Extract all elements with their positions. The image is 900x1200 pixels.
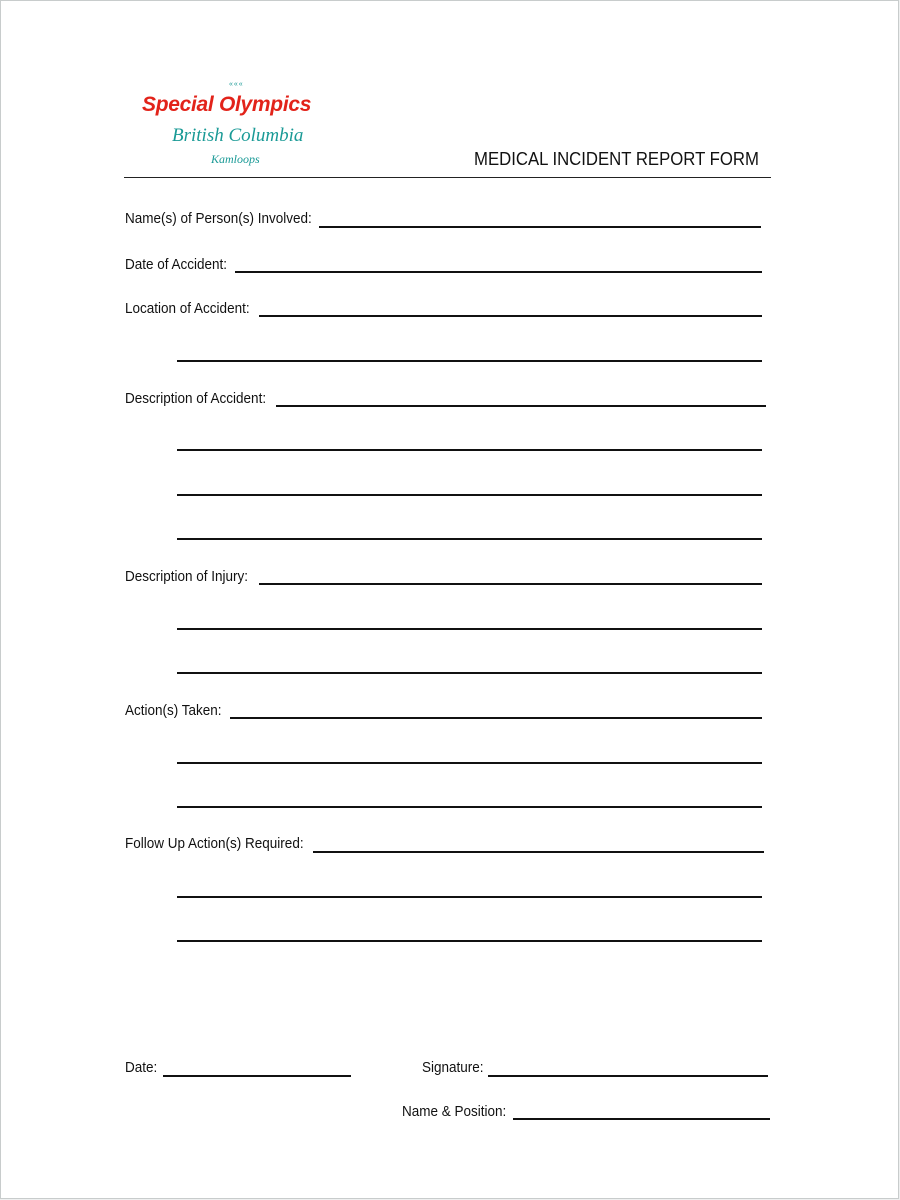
description-accident-input-line-2[interactable] [177, 449, 762, 451]
special-olympics-logo [141, 81, 341, 171]
name-position-label: Name & Position: [402, 1103, 507, 1120]
signoff-date-input-line[interactable] [163, 1075, 351, 1077]
logo-main-text: Special Olympics [142, 93, 312, 116]
signature-label: Signature: [422, 1059, 484, 1076]
description-accident-input-line-3[interactable] [177, 494, 762, 496]
location-input-line[interactable] [259, 315, 762, 317]
description-accident-input-line[interactable] [276, 405, 766, 407]
actions-taken-input-line[interactable] [230, 717, 762, 719]
actions-taken-input-line-3[interactable] [177, 806, 762, 808]
description-injury-input-line[interactable] [259, 583, 762, 585]
location-input-line-2[interactable] [177, 360, 762, 362]
form-title: MEDICAL INCIDENT REPORT FORM [474, 149, 759, 169]
follow-up-input-line-2[interactable] [177, 896, 762, 898]
description-injury-input-line-3[interactable] [177, 672, 762, 674]
location-label: Location of Accident: [125, 300, 250, 317]
date-of-accident-label: Date of Accident: [125, 256, 228, 273]
actions-taken-input-line-2[interactable] [177, 762, 762, 764]
description-injury-label: Description of Injury: [125, 568, 249, 585]
names-input-line[interactable] [319, 226, 761, 228]
actions-taken-label: Action(s) Taken: [125, 702, 222, 719]
logo-sub-text: British Columbia [172, 125, 304, 146]
date-of-accident-input-line[interactable] [235, 271, 762, 273]
header-divider [124, 177, 771, 178]
follow-up-input-line[interactable] [313, 851, 764, 853]
names-label: Name(s) of Person(s) Involved: [125, 210, 312, 227]
signoff-date-label: Date: [125, 1059, 158, 1076]
description-accident-label: Description of Accident: [125, 390, 267, 407]
signature-input-line[interactable] [488, 1075, 768, 1077]
name-position-input-line[interactable] [513, 1118, 770, 1120]
follow-up-input-line-3[interactable] [177, 940, 762, 942]
logo-mark: ««« [229, 81, 244, 88]
follow-up-label: Follow Up Action(s) Required: [125, 835, 304, 852]
logo-city-text: Kamloops [211, 152, 260, 166]
description-injury-input-line-2[interactable] [177, 628, 762, 630]
description-accident-input-line-4[interactable] [177, 538, 762, 540]
